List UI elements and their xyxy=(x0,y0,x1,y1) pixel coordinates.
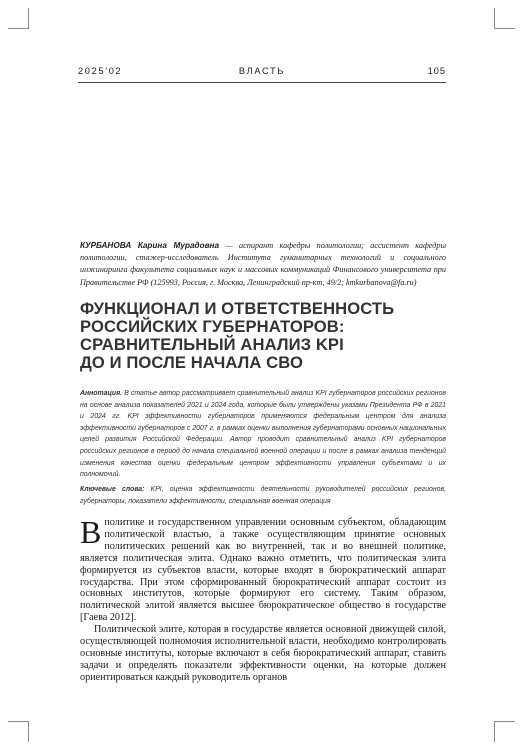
journal-title: ВЛАСТЬ xyxy=(238,66,286,76)
running-head xyxy=(78,66,446,80)
abstract xyxy=(80,388,446,481)
header-rule xyxy=(78,82,446,83)
issue-number: 2025'02 xyxy=(78,66,123,76)
title-line: ФУНКЦИОНАЛ И ОТВЕТСТВЕННОСТЬ xyxy=(80,299,395,318)
paragraph: Политической элите, которая в государстве является основной движущей силой, осуществляющей полномочия исполнительной власти, необходимо контролировать основные институты, которые включают в себя бюрократический аппарат, ставить задачи и определять показатели эффективности оценки, на которые должен ориентироваться каждый руководитель органов xyxy=(80,624,446,683)
page-number: 105 xyxy=(427,66,446,76)
abstract-label: Аннотация. xyxy=(80,390,123,397)
keywords xyxy=(80,484,446,508)
keywords-text: KPI, оценка эффективности деятельности руководителей российских регионов, губернаторы, показатели эффективности, специальная военная операция xyxy=(80,486,446,505)
paragraph xyxy=(80,514,446,624)
title-line: СРАВНИТЕЛЬНЫЙ АНАЛИЗ KPI xyxy=(80,335,344,354)
crop-mark-bottom-right xyxy=(494,721,515,742)
paragraph-text: политике и государственном управлении основным субъектом, обладающим политической властью, а также осуществляющим принятие основных политических решений как во внутренней, так и во внешней политике, является политическая элита. Однако важно отметить, что политическая элита формируется из субъектов власти, которые входят в бюрократический аппарат государства. При этом сформированный бюрократический аппарат состоит из основных институтов, которые формируют его систему. Таким образом, политической элитой является высшее бюрократическое общество в государстве [Гаева 2012]. xyxy=(80,517,446,624)
abstract-text: В статье автор рассматривает сравнительный анализ KPI губернаторов российских регионов на основе анализа показателей 2021 и 2024 года, которые были утверждены указами Президента РФ в 2021 и 2024 гг. KPI эффективности губернаторов применяются федеральным центром для анализа эффективности губернаторов с 2007 г. в рамках оценки выполнения губернаторами основных национальных целей развития Российской Федерации. Автор проводит сравнительный анализ KPI губернаторов российских регионов в период до начала специальной военной операции и после в рамках анализа тенденций изменения качества оценки федеральным центром эффективности управления субъектами и их полномочий. xyxy=(80,390,446,479)
crop-mark-top-right xyxy=(494,8,515,29)
author-info xyxy=(80,240,446,289)
crop-mark-bottom-left xyxy=(8,721,29,742)
title-line: РОССИЙСКИХ ГУБЕРНАТОРОВ: xyxy=(80,317,345,336)
article-title xyxy=(80,300,460,372)
crop-mark-top-left xyxy=(8,8,29,29)
keywords-label: Ключевые слова: xyxy=(80,486,145,493)
title-line: ДО И ПОСЛЕ НАЧАЛА СВО xyxy=(80,353,303,372)
body-text xyxy=(80,514,446,684)
drop-cap: В xyxy=(80,514,102,550)
author-bio: — аспирант кафедры политологии; ассистент кафедры политологии, стажер-исследователь Института гуманитарных технологий и социального инжиниринга факультета социальных наук и массовых коммуникаций Финансового университета при Правительстве РФ (125993, Россия, г. Москва, Ленинградский пр-кт, 49/2; kmkurbanova@fa.ru) xyxy=(80,241,447,287)
author-name: КУРБАНОВА Карина Мурадовна xyxy=(80,241,220,250)
